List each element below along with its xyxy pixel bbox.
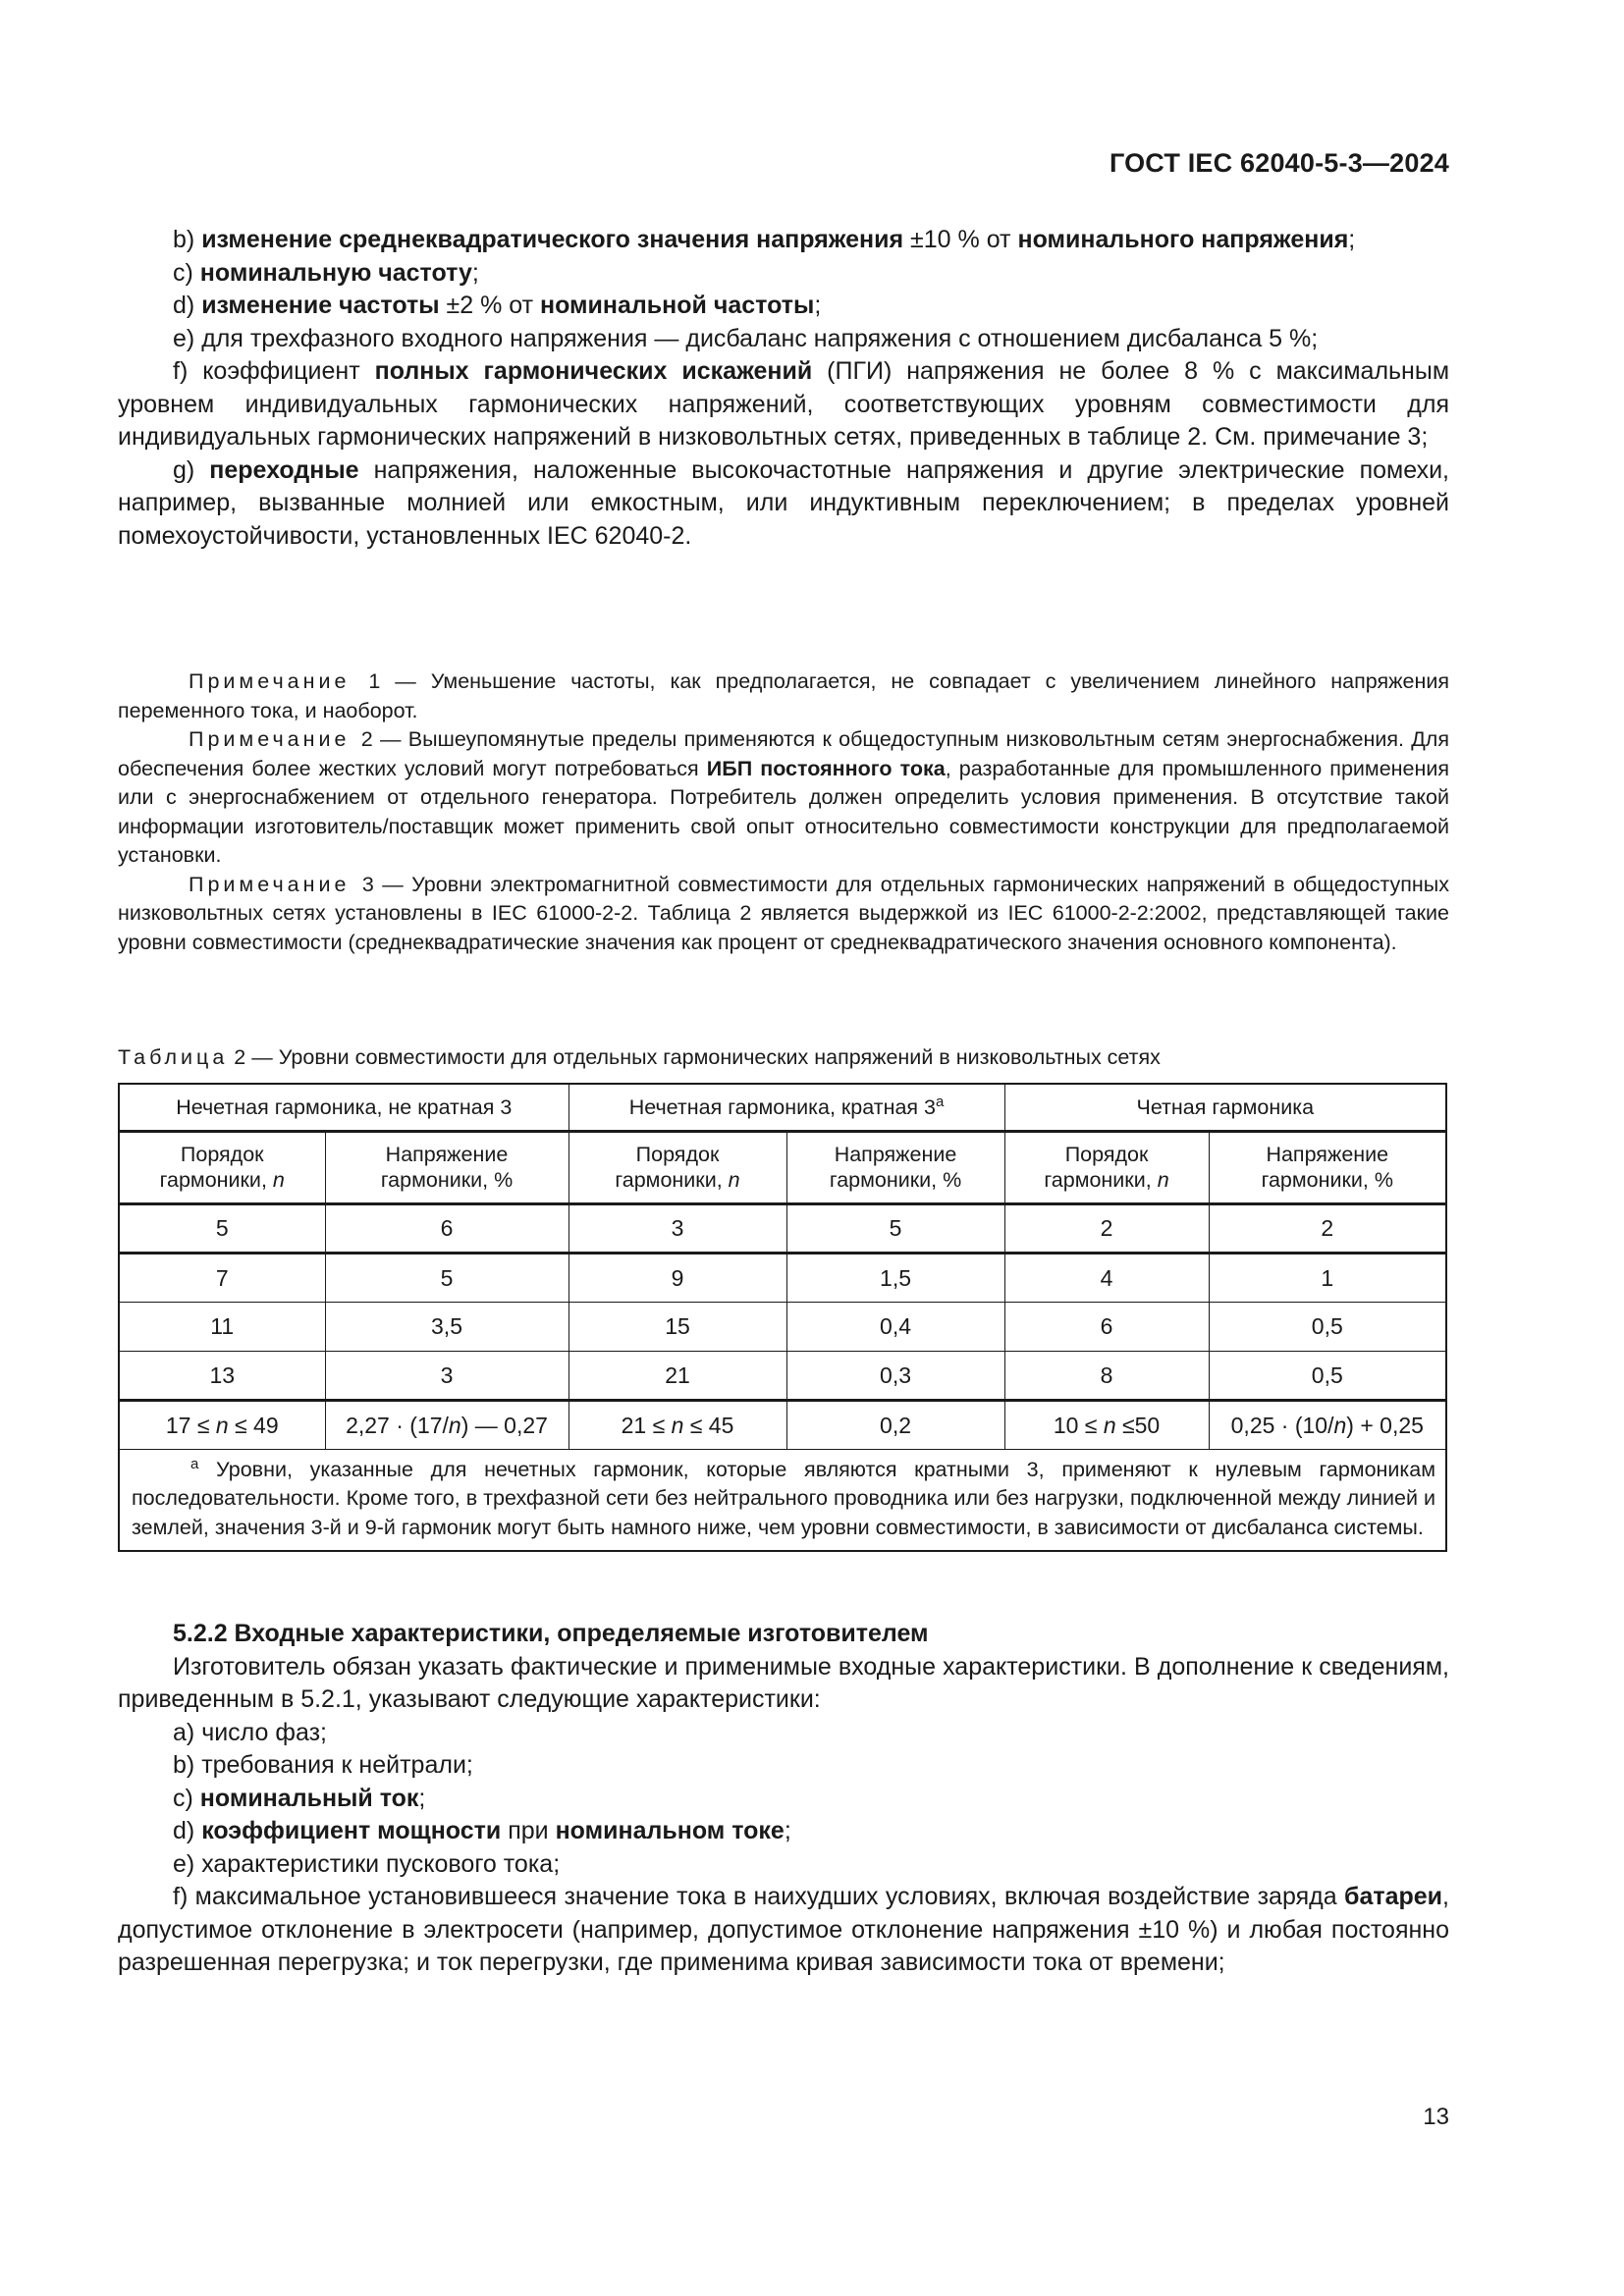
- list-marker: d): [173, 292, 202, 319]
- list-item: [118, 257, 1449, 291]
- table-2: [118, 1043, 1449, 1552]
- text-run: , разработанные для промышленного применения или с энергоснабжением от отдельного генератора. Потребитель должен определить условия применения. В отсутствие такой информации изготовитель/поставщик может применить свой опыт относительно совместимости конструкции для предполагаемой установки.: [118, 756, 1450, 867]
- text-run: коэффициент: [202, 357, 375, 385]
- list-marker: b): [173, 1751, 202, 1779]
- list-item: [118, 1848, 1449, 1882]
- note: [118, 725, 1449, 871]
- table-cell: 15: [568, 1302, 786, 1351]
- notes: [118, 667, 1449, 957]
- text-run: характеристики пускового тока;: [201, 1849, 561, 1878]
- text-run: напряжения, наложенные высокочастотные напряжения и другие электрические помехи, например, вызванные молнией или емкостным, или индуктивным переключением; в пределах уровней помехоустойчивости, установленных IEC 62040-2.: [118, 455, 1449, 550]
- bold-term: изменение частоты: [201, 292, 440, 319]
- table-row: [119, 1302, 1446, 1351]
- page-number: 13: [1423, 2104, 1449, 2130]
- requirements-list-2: [118, 1717, 1449, 1980]
- list-marker: d): [173, 1817, 202, 1844]
- list-item: [118, 1717, 1449, 1750]
- list-item: [118, 355, 1449, 454]
- table-cell: 0,5: [1209, 1302, 1446, 1351]
- harmonics-table: [118, 1083, 1447, 1552]
- note-number: 3: [361, 872, 383, 896]
- list-item: [118, 454, 1449, 554]
- bold-term: изменение среднеквадратического значения напряжения: [201, 226, 904, 253]
- bold-term: батареи: [1344, 1883, 1443, 1910]
- section-heading: 5.2.2 Входные характеристики, определяемые изготовителем: [173, 1620, 929, 1647]
- text-run: требования к нейтрали;: [201, 1751, 473, 1779]
- list-marker: e): [173, 1849, 202, 1878]
- list-marker: g): [173, 455, 210, 484]
- column-header: Напряжение гармоники, %: [786, 1131, 1004, 1203]
- text-run: (ПГИ) напряжения не более 8 % с максимальным уровнем индивидуальных гармонических напряжений, соответствующих уровням совместимости для индивидуальных гармонических напряжений в низковольтных сетях, приведенных в таблице 2. См. примечание 3;: [118, 357, 1450, 451]
- list-item: [118, 1749, 1449, 1783]
- table-cell: 21 ≤ n ≤ 45: [568, 1400, 786, 1449]
- list-marker: b): [173, 226, 202, 253]
- text-run: для трехфазного входного напряжения — дисбаланс напряжения с отношением дисбаланса 5 %;: [201, 324, 1319, 352]
- list-item: [118, 1783, 1449, 1816]
- table-cell: 2,27 · (17/n) — 0,27: [325, 1400, 568, 1449]
- list-marker: a): [173, 1718, 202, 1746]
- table-row: [119, 1400, 1446, 1449]
- text-run: — Уровни электромагнитной совместимости для отдельных гармонических напряжений в общедоступных низковольтных сетях установлены в IEC 61000-2-2. Таблица 2 является выдержкой из IEC 61000-2-2:2002, представляющей такие уровни совместимости (среднеквадратические значения как процент от среднеквадратического значения основного компонента).: [118, 872, 1449, 954]
- text-run: ±2 % от: [439, 292, 541, 319]
- table-caption-number: 2: [234, 1045, 246, 1069]
- column-header: Порядок гармоники, n: [1004, 1131, 1209, 1203]
- text-run: — Уменьшение частоты, как предполагается, не совпадает с увеличением линейного напряжения переменного тока, и наоборот.: [118, 669, 1449, 722]
- text-run: максимальное установившееся значение тока в наихудших условиях, включая воздействие заряда: [194, 1883, 1344, 1910]
- table-cell: 17 ≤ n ≤ 49: [119, 1400, 325, 1449]
- table-caption: [118, 1043, 1449, 1071]
- text-run: ;: [784, 1817, 791, 1844]
- table-cell: 5: [325, 1253, 568, 1302]
- table-cell: 9: [568, 1253, 786, 1302]
- table-cell: 2: [1209, 1203, 1446, 1253]
- table-cell: 6: [1004, 1302, 1209, 1351]
- text-run: ;: [1348, 226, 1356, 253]
- table-cell: 5: [119, 1203, 325, 1253]
- table-cell: 1: [1209, 1253, 1446, 1302]
- note-number: 1: [368, 669, 396, 693]
- text-run: число фаз;: [201, 1718, 327, 1746]
- group-header: Нечетная гармоника, не кратная 3: [119, 1084, 568, 1131]
- bold-term: ИБП постоянного тока: [706, 756, 946, 780]
- bold-term: переходные: [209, 455, 359, 484]
- list-item: [118, 323, 1449, 356]
- text-run: — Вышеупомянутые пределы применяются к общедоступным низковольтным сетям энергоснабжения. Для обеспечения более жестких условий могут потребоваться: [118, 727, 1449, 780]
- table-row: [119, 1253, 1446, 1302]
- column-header: Напряжение гармоники, %: [1209, 1131, 1446, 1203]
- table-row: [119, 1351, 1446, 1400]
- list-marker: f): [173, 1883, 195, 1910]
- section-intro: Изготовитель обязан указать фактические и применимые входные характеристики. В дополнение к сведениям, приведенным в 5.2.1, указывают следующие характеристики:: [118, 1652, 1449, 1713]
- group-header: Четная гармоника: [1004, 1084, 1446, 1131]
- column-header: Порядок гармоники, n: [119, 1131, 325, 1203]
- bold-term: полных гармонических искажений: [374, 357, 813, 385]
- note: [118, 871, 1449, 958]
- table-cell: 3,5: [325, 1302, 568, 1351]
- table-caption-text: — Уровни совместимости для отдельных гармонических напряжений в низковольтных сетях: [251, 1045, 1161, 1069]
- table-cell: 1,5: [786, 1253, 1004, 1302]
- table-cell: 13: [119, 1351, 325, 1400]
- text-run: ;: [471, 258, 479, 287]
- list-marker: f): [173, 357, 203, 385]
- bold-term: номинальном токе: [555, 1817, 785, 1844]
- table-cell: 7: [119, 1253, 325, 1302]
- table-cell: 0,5: [1209, 1351, 1446, 1400]
- list-item: [118, 224, 1449, 257]
- table-cell: 3: [325, 1351, 568, 1400]
- table-cell: 21: [568, 1351, 786, 1400]
- table-cell: 5: [786, 1203, 1004, 1253]
- group-header: Нечетная гармоника, кратная 3$^a$: [568, 1084, 1004, 1131]
- text-run: ;: [814, 292, 822, 319]
- table-cell: 6: [325, 1203, 568, 1253]
- note-number: 2: [360, 727, 380, 751]
- bold-term: номинального напряжения: [1017, 226, 1349, 253]
- table-cell: 10 ≤ n ≤50: [1004, 1400, 1209, 1449]
- bold-term: номинальную частоту: [199, 258, 472, 287]
- list-item: [118, 290, 1449, 323]
- text-run: ±10 % от: [903, 226, 1018, 253]
- note-label: Примечание: [189, 669, 369, 693]
- table-caption-label: Таблица: [118, 1045, 229, 1069]
- list-marker: e): [173, 324, 202, 352]
- text-run: , допустимое отклонение в электросети (например, допустимое отклонение напряжения ±10 %) и любая постоянно разрешенная перегрузка; и ток перегрузки, где применима кривая зависимости тока от времени;: [118, 1883, 1449, 1976]
- note: [118, 667, 1449, 725]
- table-cell: 0,4: [786, 1302, 1004, 1351]
- text-run: ;: [418, 1784, 426, 1812]
- list-item: [118, 1881, 1449, 1980]
- column-header: Порядок гармоники, n: [568, 1131, 786, 1203]
- bold-term: номинальный ток: [199, 1784, 419, 1812]
- note-label: Примечание: [189, 727, 361, 751]
- list-marker: c): [173, 1784, 200, 1812]
- text-run: при: [501, 1817, 556, 1844]
- bold-term: номинальной частоты: [540, 292, 815, 319]
- table-cell: 0,25 · (10/n) + 0,25: [1209, 1400, 1446, 1449]
- table-cell: 3: [568, 1203, 786, 1253]
- table-cell: 2: [1004, 1203, 1209, 1253]
- requirements-list-1: [118, 224, 1449, 553]
- document-id: ГОСТ IEC 62040-5-3—2024: [1109, 148, 1449, 178]
- table-cell: 11: [119, 1302, 325, 1351]
- note-label: Примечание: [189, 872, 362, 896]
- list-item: [118, 1815, 1449, 1848]
- table-row: [119, 1203, 1446, 1253]
- table-cell: 8: [1004, 1351, 1209, 1400]
- column-header: Напряжение гармоники, %: [325, 1131, 568, 1203]
- table-cell: 4: [1004, 1253, 1209, 1302]
- table-cell: 0,2: [786, 1400, 1004, 1449]
- table-footnote: $^a$ Уровни, указанные для нечетных гармоник, которые являются кратными 3, применяют к нулевым гармоникам последовательности. Кроме того, в трехфазной сети без нейтрального проводника или без нагрузки, подключенной между линией и землей, значения 3-й и 9-й гармоник могут быть намного ниже, чем уровни совместимости, в зависимости от дисбаланса системы.: [119, 1449, 1446, 1551]
- list-marker: c): [173, 258, 200, 287]
- table-cell: 0,3: [786, 1351, 1004, 1400]
- section-5-2-2: [118, 1618, 1449, 1980]
- bold-term: коэффициент мощности: [201, 1817, 502, 1844]
